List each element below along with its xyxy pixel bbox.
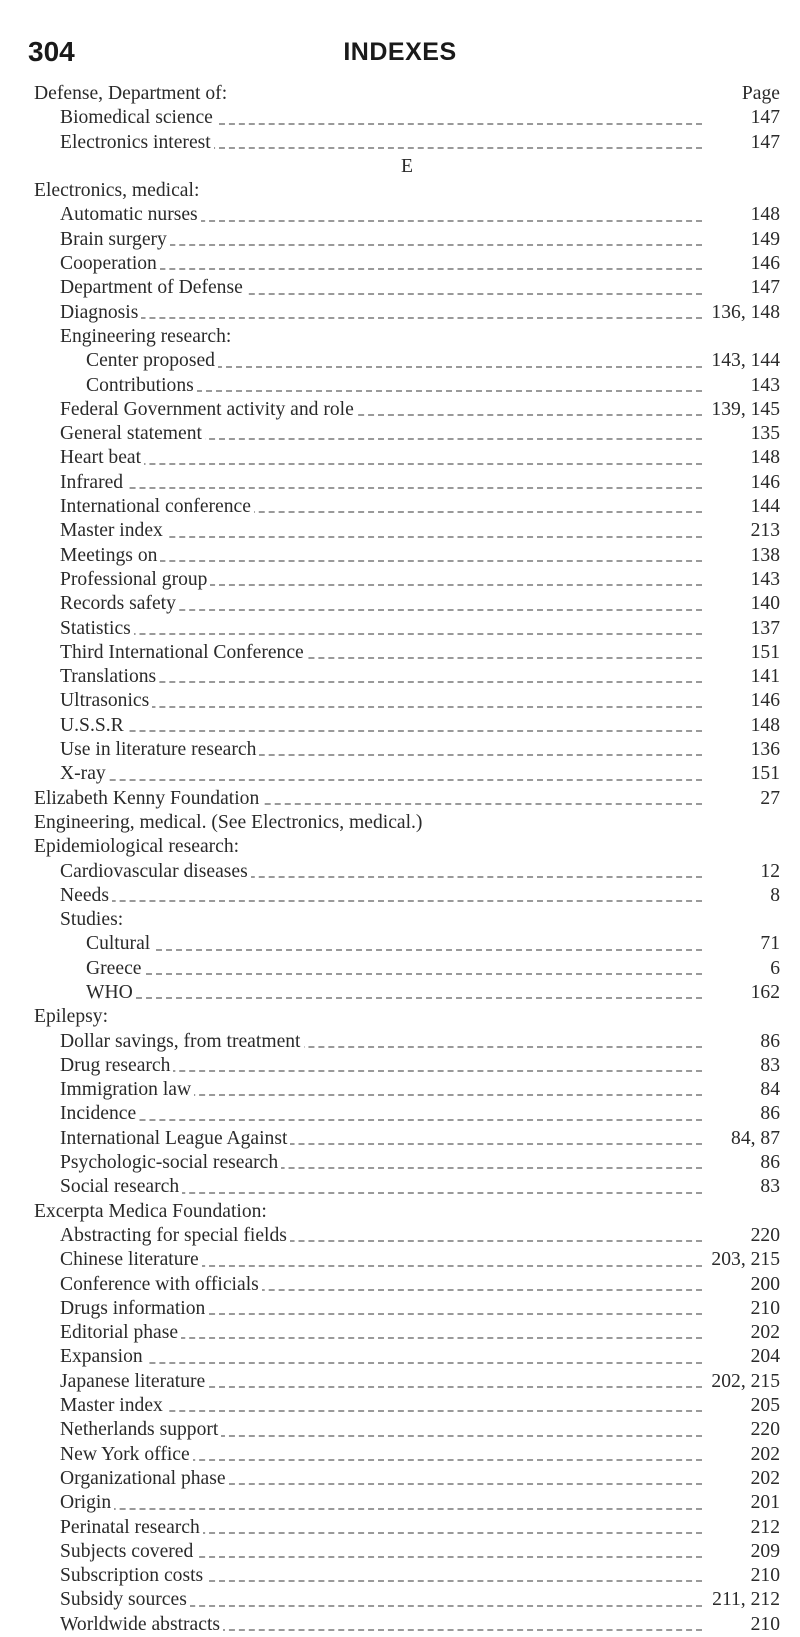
index-entry — [34, 1467, 780, 1491]
index-entry — [34, 835, 780, 859]
entry-page-ref: 147 — [745, 106, 780, 130]
entry-page-ref: 151 — [745, 641, 780, 665]
entry-term: Netherlands support — [60, 1419, 221, 1440]
entry-term: Studies: — [60, 909, 126, 930]
dot-leader — [60, 730, 702, 732]
entry-term: Infrared — [60, 472, 126, 493]
entry-page-ref: 212 — [745, 1516, 780, 1540]
index-entry — [34, 957, 780, 981]
index-entry — [34, 228, 780, 252]
index-entry — [34, 1613, 780, 1637]
index-entry — [34, 932, 780, 956]
index-entry — [34, 471, 780, 495]
entry-term: Center proposed — [86, 350, 218, 371]
entry-page-ref: 146 — [745, 471, 780, 495]
index-entry — [34, 131, 780, 155]
entry-term: Defense, Department of: — [34, 83, 230, 104]
entry-term: Chinese literature — [60, 1249, 202, 1270]
entry-page-ref: 203, 215 — [705, 1248, 780, 1272]
entry-term: Automatic nurses — [60, 204, 201, 225]
entry-term: Electronics interest — [60, 132, 214, 153]
entry-page-ref: 200 — [745, 1273, 780, 1297]
entry-term: X-ray — [60, 763, 109, 784]
entry-page-ref: 210 — [745, 1564, 780, 1588]
entry-page-ref: 149 — [745, 228, 780, 252]
entry-page-ref: 136, 148 — [705, 301, 780, 325]
entry-page-ref: 143 — [745, 568, 780, 592]
entry-term: Drug research — [60, 1055, 173, 1076]
index-entry — [34, 203, 780, 227]
index-entry — [34, 544, 780, 568]
entry-page-ref: 136 — [745, 738, 780, 762]
entry-page-ref: 220 — [745, 1224, 780, 1248]
entry-term: Use in literature research — [60, 739, 259, 760]
entry-term: Organizational phase — [60, 1468, 229, 1489]
entry-term: Department of Defense — [60, 277, 246, 298]
entry-term: Engineering, medical. (See Electronics, medical.) — [34, 812, 425, 833]
index-entry — [34, 1516, 780, 1540]
entry-page-ref: 6 — [764, 957, 780, 981]
entry-page-ref: 205 — [745, 1394, 780, 1418]
entry-page-ref: 12 — [754, 860, 780, 884]
index-entry — [34, 1491, 780, 1515]
index-entry — [34, 1588, 780, 1612]
entry-page-ref: 138 — [745, 544, 780, 568]
entry-page-ref: 140 — [745, 592, 780, 616]
index-entry — [34, 422, 780, 446]
index-entry — [34, 1297, 780, 1321]
entry-page-ref: 204 — [745, 1345, 780, 1369]
section-letter-text: E — [401, 155, 413, 177]
index-entry — [34, 1394, 780, 1418]
index-entry — [34, 179, 780, 203]
index-entry — [34, 714, 780, 738]
entry-term: Origin — [60, 1492, 114, 1513]
index-entry — [34, 252, 780, 276]
index-entry — [34, 1030, 780, 1054]
entry-page-ref: 202 — [745, 1467, 780, 1491]
entry-page-ref: 135 — [745, 422, 780, 446]
entry-term: Worldwide abstracts — [60, 1614, 223, 1635]
entry-page-ref: 210 — [745, 1297, 780, 1321]
index-entry — [34, 1054, 780, 1078]
entry-term: Biomedical science — [60, 107, 216, 128]
index-entry — [34, 1127, 780, 1151]
entry-term: Records safety — [60, 593, 179, 614]
entry-page-ref: 83 — [754, 1175, 780, 1199]
dot-leader — [86, 997, 702, 999]
index-entry — [34, 1370, 780, 1394]
index-entry — [34, 981, 780, 1005]
entry-page-ref: 143 — [745, 374, 780, 398]
page-header — [28, 36, 772, 76]
dot-leader — [60, 1508, 702, 1510]
entry-term: New York office — [60, 1444, 193, 1465]
index-entry — [34, 301, 780, 325]
entry-term: Statistics — [60, 618, 134, 639]
entry-term: Electronics, medical: — [34, 180, 202, 201]
entry-page-ref: 148 — [745, 714, 780, 738]
entry-term: Subsidy sources — [60, 1589, 190, 1610]
index-entry — [34, 665, 780, 689]
index-entry — [34, 106, 780, 130]
entry-page-ref: 137 — [745, 617, 780, 641]
index-entry — [34, 374, 780, 398]
index-entry — [34, 276, 780, 300]
index-entry — [34, 1005, 780, 1029]
entry-term: Perinatal research — [60, 1517, 203, 1538]
entry-term: Epidemiological research: — [34, 836, 242, 857]
entry-page-ref: 202, 215 — [705, 1370, 780, 1394]
index-entry — [34, 738, 780, 762]
entry-term: Contributions — [86, 375, 197, 396]
entry-term: Diagnosis — [60, 302, 141, 323]
entry-term: Expansion — [60, 1346, 146, 1367]
index-entry — [34, 1564, 780, 1588]
index-entry — [34, 908, 780, 932]
entry-page-ref: 146 — [745, 689, 780, 713]
index-entry — [34, 1200, 780, 1224]
entry-page-ref: 151 — [745, 762, 780, 786]
entry-term: Greece — [86, 958, 144, 979]
index-entry — [34, 787, 780, 811]
index-entry — [34, 1540, 780, 1564]
entry-page-ref: 139, 145 — [705, 398, 780, 422]
entry-page-ref: 86 — [754, 1030, 780, 1054]
entry-page-ref: 147 — [745, 131, 780, 155]
index-entry — [34, 641, 780, 665]
entry-term: Federal Government activity and role — [60, 399, 357, 420]
entry-term: Cardiovascular diseases — [60, 861, 251, 882]
entry-term: Third International Conference — [60, 642, 307, 663]
dot-leader — [60, 1119, 702, 1121]
dot-leader — [86, 973, 702, 975]
entry-term: Conference with officials — [60, 1274, 262, 1295]
entry-page-ref: 209 — [745, 1540, 780, 1564]
index-entry — [34, 1224, 780, 1248]
index-entry — [34, 325, 780, 349]
entry-page-ref: 210 — [745, 1613, 780, 1637]
entry-term: Master index — [60, 520, 166, 541]
entry-page-ref: 201 — [745, 1491, 780, 1515]
entry-term: Translations — [60, 666, 159, 687]
entry-term: Incidence — [60, 1103, 139, 1124]
entry-page-ref: 84 — [754, 1078, 780, 1102]
entry-term: Heart beat — [60, 447, 144, 468]
entry-term: Immigration law — [60, 1079, 194, 1100]
entry-term: Cultural — [86, 933, 153, 954]
index-entry — [34, 1273, 780, 1297]
entry-page-ref: 213 — [745, 519, 780, 543]
dot-leader — [60, 706, 702, 708]
entry-page-ref: 27 — [754, 787, 780, 811]
entry-page-ref: 83 — [754, 1054, 780, 1078]
index-entry — [34, 860, 780, 884]
entry-term: Cooperation — [60, 253, 160, 274]
entry-page-ref: 141 — [745, 665, 780, 689]
dot-leader — [60, 633, 702, 635]
index-entry — [34, 1151, 780, 1175]
index-entry — [34, 1248, 780, 1272]
index-entry — [34, 1443, 780, 1467]
entry-page-ref: 147 — [745, 276, 780, 300]
index-entry — [34, 762, 780, 786]
index-entry — [34, 82, 780, 106]
index-entry — [34, 1345, 780, 1369]
entry-term: Needs — [60, 885, 112, 906]
section-letter — [34, 155, 780, 179]
entry-term: Psychologic-social research — [60, 1152, 281, 1173]
entry-term: Dollar savings, from treatment — [60, 1031, 304, 1052]
dot-leader — [60, 779, 702, 781]
entry-page-ref: 220 — [745, 1418, 780, 1442]
index-entry — [34, 1078, 780, 1102]
index-entry — [34, 884, 780, 908]
index-entry — [34, 398, 780, 422]
entry-term: WHO — [86, 982, 136, 1003]
index-entry — [34, 446, 780, 470]
dot-leader — [86, 949, 702, 951]
entry-term: International League Against — [60, 1128, 290, 1149]
index-entries — [34, 82, 780, 1637]
entry-term: Master index — [60, 1395, 166, 1416]
entry-page-ref: 148 — [745, 203, 780, 227]
index-entry — [34, 1102, 780, 1126]
entry-term: Brain surgery — [60, 229, 170, 250]
entry-term: Subjects covered — [60, 1541, 196, 1562]
index-entry — [34, 568, 780, 592]
entry-term: Drugs information — [60, 1298, 208, 1319]
entry-page-ref: 143, 144 — [705, 349, 780, 373]
entry-term: General statement — [60, 423, 205, 444]
entry-page-ref: 211, 212 — [706, 1588, 780, 1612]
index-entry — [34, 1418, 780, 1442]
entry-term: International conference — [60, 496, 254, 517]
index-entry — [34, 617, 780, 641]
entry-term: Excerpta Medica Foundation: — [34, 1201, 270, 1222]
entry-page-ref: 71 — [754, 932, 780, 956]
entry-term: U.S.S.R — [60, 715, 127, 736]
entry-page-ref: 148 — [745, 446, 780, 470]
index-entry — [34, 349, 780, 373]
entry-term: Abstracting for special fields — [60, 1225, 290, 1246]
entry-term: Ultrasonics — [60, 690, 152, 711]
entry-page-ref: 146 — [745, 252, 780, 276]
entry-page-ref: 202 — [745, 1321, 780, 1345]
entry-term: Elizabeth Kenny Foundation — [34, 788, 262, 809]
entry-page-ref: 162 — [745, 981, 780, 1005]
entry-term: Professional group — [60, 569, 210, 590]
index-entry — [34, 689, 780, 713]
entry-page-ref: 86 — [754, 1151, 780, 1175]
page-title: INDEXES — [343, 38, 457, 66]
entry-term: Epilepsy: — [34, 1006, 111, 1027]
dot-leader — [60, 463, 702, 465]
dot-leader — [60, 317, 702, 319]
dot-leader — [60, 1362, 702, 1364]
entry-page-ref: 8 — [764, 884, 780, 908]
entry-page-ref: 144 — [745, 495, 780, 519]
entry-term: Meetings on — [60, 545, 160, 566]
index-entry — [34, 1175, 780, 1199]
entry-term: Social research — [60, 1176, 182, 1197]
index-entry — [34, 519, 780, 543]
dot-leader — [60, 487, 702, 489]
entry-page-ref: 202 — [745, 1443, 780, 1467]
index-entry — [34, 592, 780, 616]
entry-term: Editorial phase — [60, 1322, 181, 1343]
index-entry — [34, 1321, 780, 1345]
entry-term: Japanese literature — [60, 1371, 208, 1392]
index-entry — [34, 811, 780, 835]
entry-page-ref: 86 — [754, 1102, 780, 1126]
entry-page-ref: 84, 87 — [725, 1127, 780, 1151]
dot-leader — [60, 900, 702, 902]
page-column-header: Page — [741, 83, 780, 104]
entry-term: Subscription costs — [60, 1565, 206, 1586]
entry-term: Engineering research: — [60, 326, 234, 347]
page-number: 304 — [28, 36, 75, 67]
index-entry — [34, 495, 780, 519]
